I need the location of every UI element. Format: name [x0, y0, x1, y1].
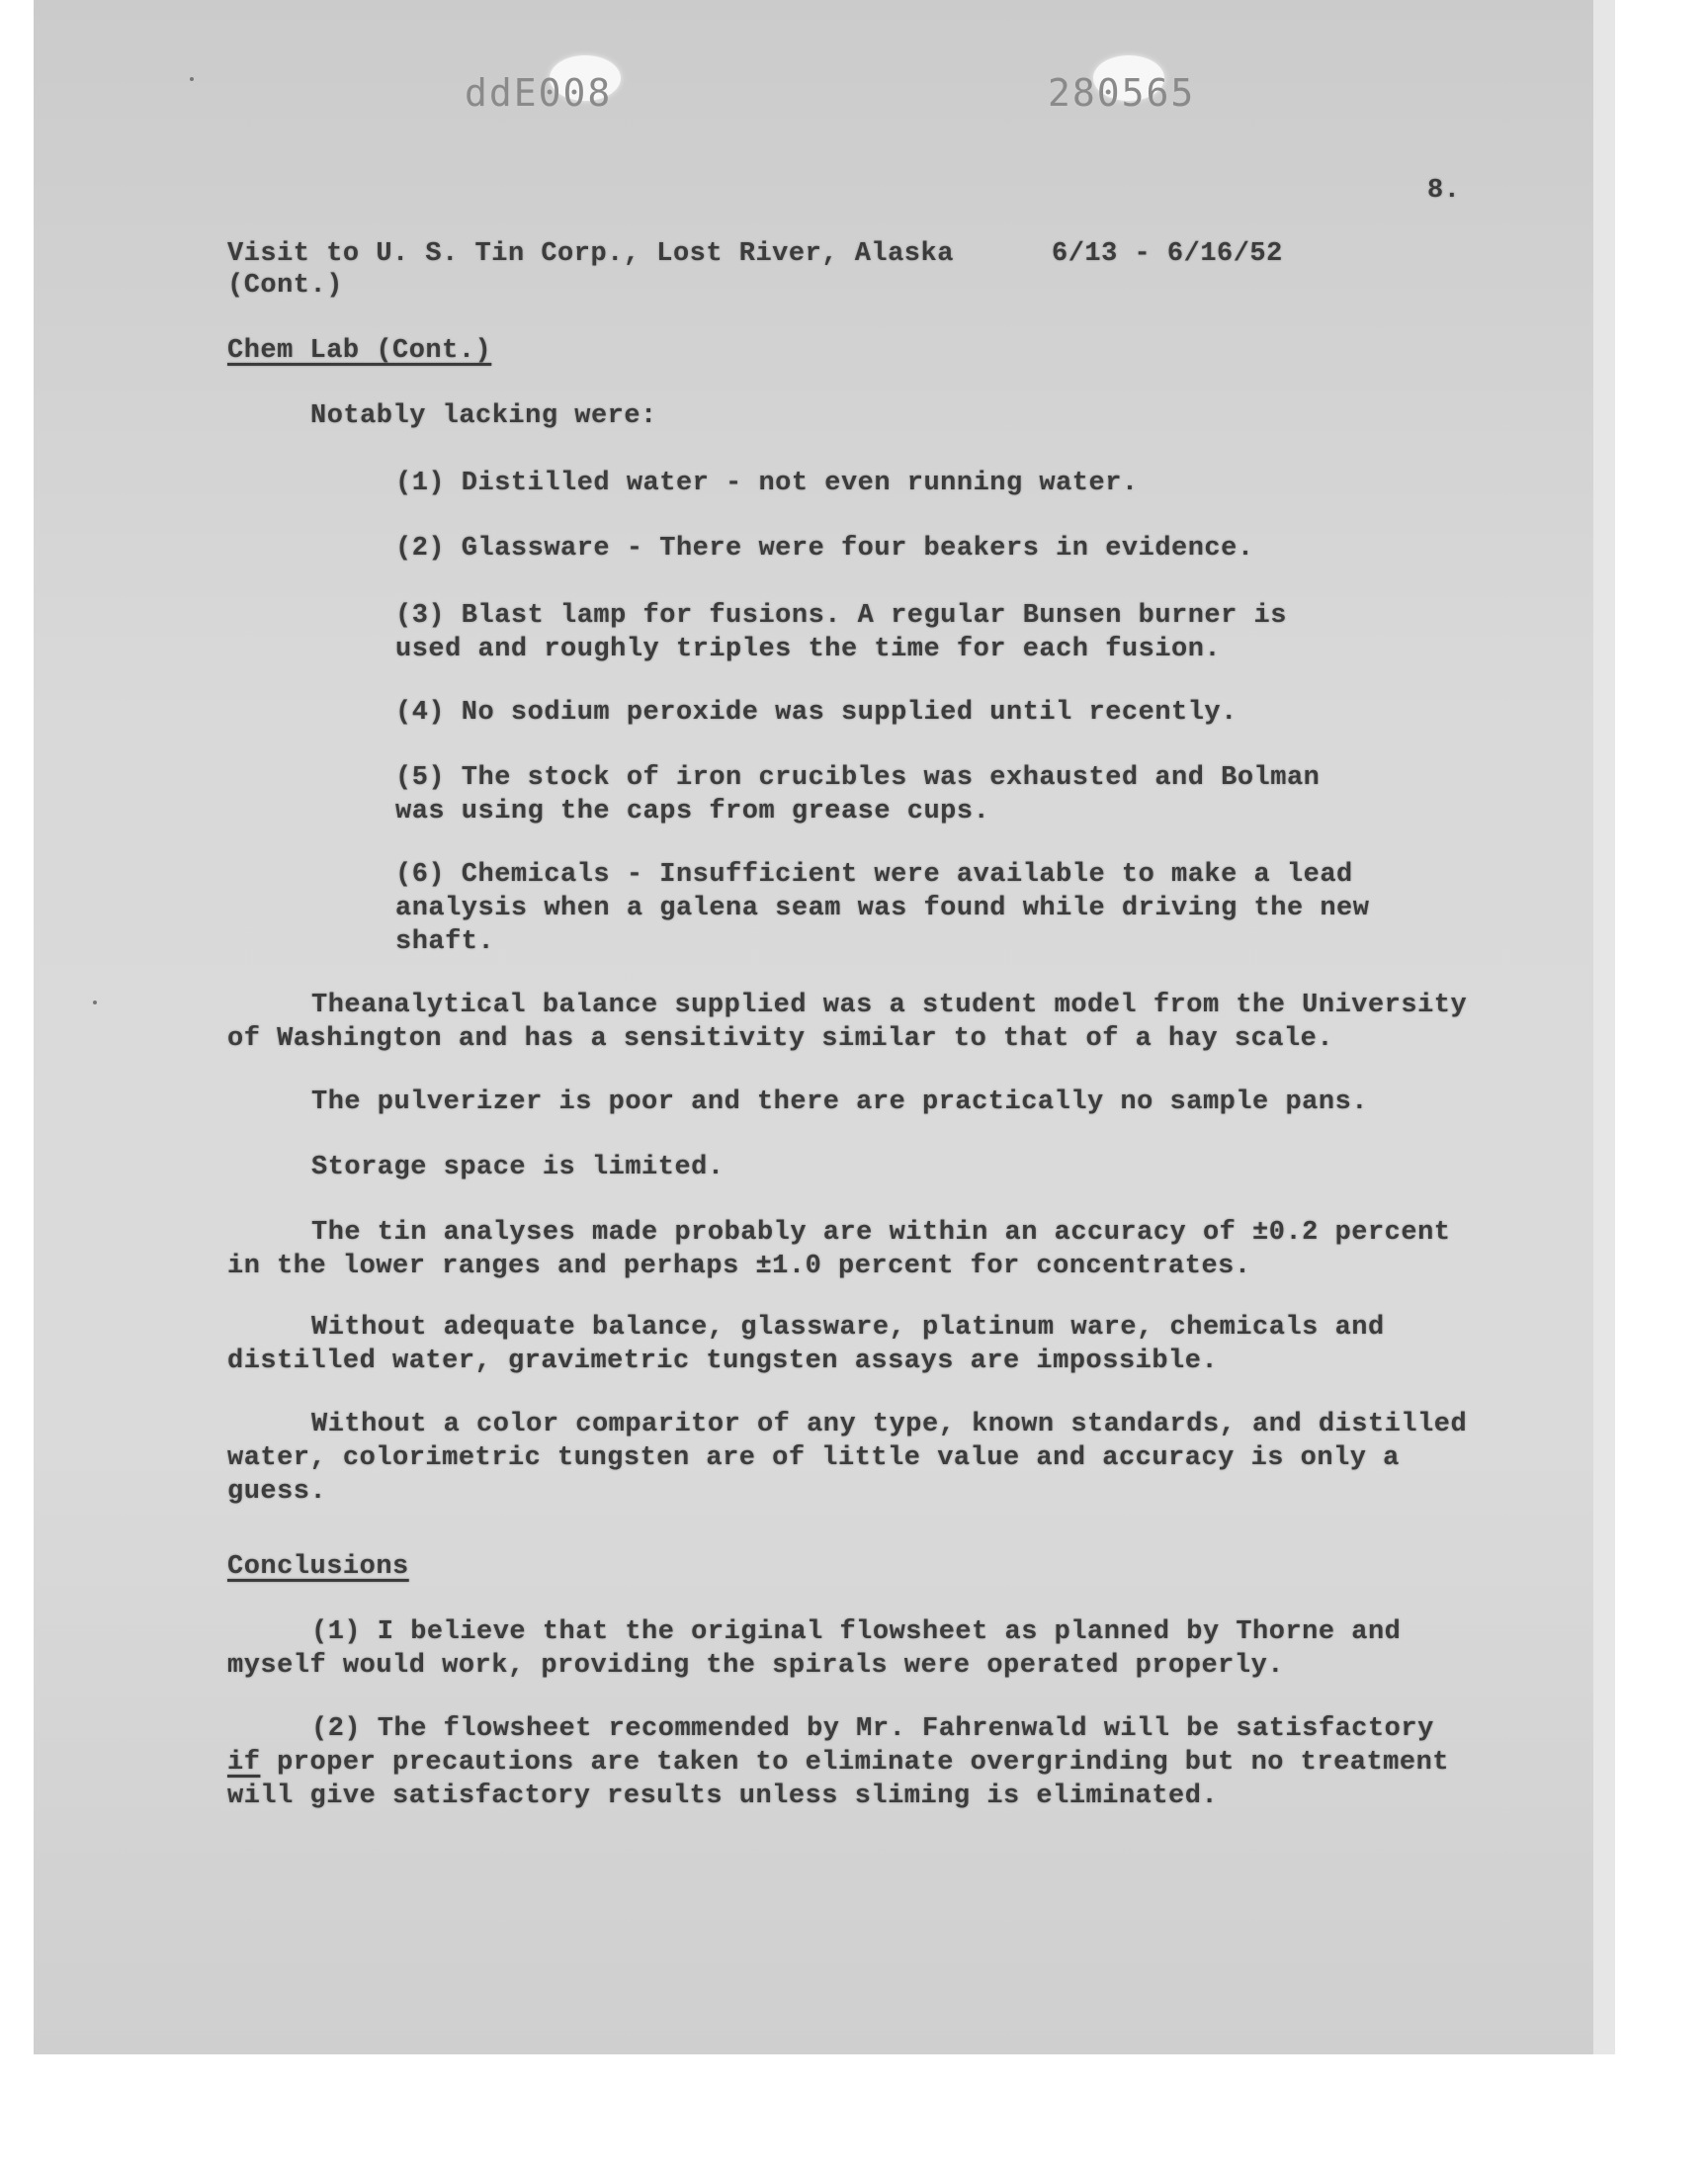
conclusion-2-emphasis: if: [227, 1748, 261, 1778]
section-title-chem-lab: Chem Lab (Cont.): [227, 336, 492, 366]
paragraph-balance: Theanalytical balance supplied was a student model from the University of Washington and has a sensitivity similar to that of a hay scale.: [227, 991, 1468, 1054]
section-title-conclusions: Conclusions: [227, 1552, 409, 1582]
intro-text: Notably lacking were:: [310, 401, 657, 431]
lacking-item-4: (4) No sodium peroxide was supplied until recently.: [395, 698, 1238, 728]
lacking-item-6: (6) Chemicals - Insufficient were available to make a lead analysis when a galena seam was found while driving the new shaft.: [395, 860, 1370, 957]
conclusion-2-prefix: (2) The flowsheet recommended by Mr. Fahrenwald will be satisfactory: [311, 1714, 1434, 1744]
paragraph-pulverizer: The pulverizer is poor and there are practically no sample pans.: [311, 1088, 1368, 1117]
lacking-item-3: (3) Blast lamp for fusions. A regular Bunsen burner is used and roughly triples the time for each fusion.: [395, 601, 1287, 664]
scan-speck: [93, 1000, 97, 1004]
paragraph-gravimetric: Without adequate balance, glassware, platinum ware, chemicals and distilled water, gravimetric tungsten assays are impossible.: [227, 1313, 1385, 1376]
page-edge: [1593, 0, 1615, 2054]
lacking-item-5: (5) The stock of iron crucibles was exhausted and Bolman was using the caps from grease cups.: [395, 763, 1321, 826]
archive-stamp-right: 280565: [1048, 71, 1196, 115]
page-number: 8.: [1427, 176, 1461, 206]
archive-stamp-left: ddE008: [465, 71, 613, 115]
heading-cont: (Cont.): [227, 271, 343, 301]
heading-dates: 6/13 - 6/16/52: [1052, 239, 1283, 269]
lacking-item-2: (2) Glassware - There were four beakers in evidence.: [395, 534, 1254, 564]
conclusion-2-suffix: proper precautions are taken to eliminate overgrinding but no treatment will give satisfactory results unless sliming is eliminated.: [227, 1748, 1449, 1811]
lacking-item-1: (1) Distilled water - not even running water.: [395, 469, 1139, 498]
conclusion-1: (1) I believe that the original flowsheet as planned by Thorne and myself would work, providing the spirals were operated properly.: [227, 1617, 1402, 1681]
paragraph-colorimetric: Without a color comparitor of any type, known standards, and distilled water, colorimetric tungsten are of little value and accuracy is only a guess.: [227, 1410, 1468, 1507]
paragraph-storage: Storage space is limited.: [311, 1153, 725, 1182]
conclusion-2: [227, 1712, 1473, 1813]
scan-speck: [190, 77, 194, 81]
document-page: [34, 0, 1615, 2054]
heading-title: Visit to U. S. Tin Corp., Lost River, Alaska: [227, 239, 954, 269]
paragraph-tin-analyses: The tin analyses made probably are within an accuracy of ±0.2 percent in the lower ranges and perhaps ±1.0 percent for concentrates.: [227, 1218, 1451, 1281]
